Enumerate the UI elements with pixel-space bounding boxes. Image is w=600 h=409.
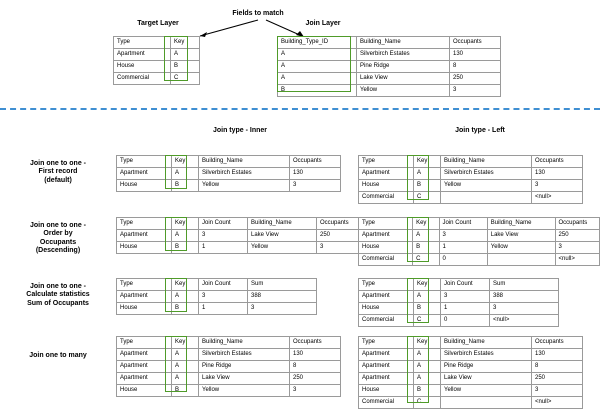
table-row xyxy=(359,180,583,192)
cell-type: Apartment xyxy=(359,168,414,180)
table-inner-many xyxy=(116,336,341,397)
col-key: Key xyxy=(414,279,441,291)
cell-key: A xyxy=(414,291,441,303)
cell-type: House xyxy=(117,242,172,254)
table-inner-first xyxy=(116,155,341,192)
cell-key: C xyxy=(414,192,441,204)
cell-key: A xyxy=(172,291,199,303)
col-key: Key xyxy=(172,156,199,168)
col-join-count: Join Count xyxy=(439,218,487,230)
cell-join-count: 1 xyxy=(199,303,248,315)
table-row xyxy=(278,73,501,85)
cell-building-name: Silverbirch Estates xyxy=(357,49,450,61)
table-row xyxy=(114,49,200,61)
col-type: Type xyxy=(359,156,414,168)
cell-occupants: 250 xyxy=(555,230,599,242)
cell-building-type-id: A xyxy=(278,73,357,85)
cell-key: B xyxy=(172,303,199,315)
col-key: Key xyxy=(414,337,441,349)
cell-join-count: 3 xyxy=(199,291,248,303)
cell-building-name xyxy=(487,254,555,266)
cell-sum: <null> xyxy=(490,315,559,327)
table-row xyxy=(359,361,583,373)
table-left-stats-wrapper xyxy=(358,278,559,327)
table-left-stats xyxy=(358,278,559,327)
table-inner-order-wrapper xyxy=(116,217,362,254)
cell-key: A xyxy=(414,349,441,361)
table-header-row xyxy=(117,156,341,168)
col-sum: Sum xyxy=(248,279,317,291)
col-type: Type xyxy=(117,218,172,230)
table-row xyxy=(117,385,341,397)
table-inner-many-wrapper xyxy=(116,336,341,397)
cell-occupants: <null> xyxy=(555,254,599,266)
cell-building-name: Silverbirch Estates xyxy=(199,168,290,180)
cell-type: Commercial xyxy=(359,192,414,204)
table-row xyxy=(117,303,317,315)
cell-type: House xyxy=(114,61,171,73)
table-row xyxy=(117,361,341,373)
cell-occupants: 250 xyxy=(290,373,341,385)
cell-building-name: Yellow xyxy=(487,242,555,254)
cell-building-name: Pine Ridge xyxy=(199,361,290,373)
table-header-row xyxy=(117,279,317,291)
cell-type: House xyxy=(359,242,413,254)
col-key: Key xyxy=(172,279,199,291)
cell-type: House xyxy=(117,303,172,315)
cell-building-name: Yellow xyxy=(199,180,290,192)
cell-occupants: 3 xyxy=(532,180,583,192)
table-row xyxy=(117,242,362,254)
cell-occupants: 3 xyxy=(290,385,341,397)
col-key: Key xyxy=(171,37,200,49)
cell-key: B xyxy=(414,180,441,192)
col-building-name: Building_Name xyxy=(441,337,532,349)
label-join-layer: Join Layer xyxy=(305,20,341,27)
cell-join-count: 1 xyxy=(441,303,490,315)
table-inner-first-wrapper xyxy=(116,155,341,192)
cell-occupants: 250 xyxy=(317,230,362,242)
cell-type: Apartment xyxy=(359,230,413,242)
col-sum: Sum xyxy=(490,279,559,291)
col-building-name: Building_Name xyxy=(441,156,532,168)
table-row xyxy=(117,291,317,303)
table-row xyxy=(359,291,559,303)
table-row xyxy=(117,230,362,242)
cell-key: A xyxy=(172,373,199,385)
table-row xyxy=(278,49,501,61)
cell-occupants: 130 xyxy=(450,49,501,61)
cell-sum: 3 xyxy=(248,303,317,315)
cell-sum: 3 xyxy=(490,303,559,315)
fields-to-match-arrows xyxy=(180,18,320,38)
cell-building-name: Silverbirch Estates xyxy=(441,168,532,180)
cell-occupants: 8 xyxy=(290,361,341,373)
cell-key: A xyxy=(414,373,441,385)
cell-occupants: 3 xyxy=(290,180,341,192)
cell-building-name: Lake View xyxy=(357,73,450,85)
cell-type: House xyxy=(359,180,414,192)
cell-type: Apartment xyxy=(117,168,172,180)
cell-type: Apartment xyxy=(117,373,172,385)
cell-building-type-id: B xyxy=(278,85,357,97)
cell-join-count: 1 xyxy=(199,242,248,254)
col-key: Key xyxy=(414,156,441,168)
cell-join-count: 3 xyxy=(439,230,487,242)
cell-type: Apartment xyxy=(359,349,414,361)
col-occupants: Occupants xyxy=(532,337,583,349)
col-join-count: Join Count xyxy=(441,279,490,291)
col-type: Type xyxy=(117,279,172,291)
row-label-first-record: Join one to one - First record (default) xyxy=(30,160,86,184)
cell-occupants: 130 xyxy=(290,349,341,361)
cell-occupants: 3 xyxy=(317,242,362,254)
table-header-row xyxy=(278,37,501,49)
section-divider xyxy=(0,108,600,110)
col-join-count: Join Count xyxy=(199,279,248,291)
row-label-calculate-statistics: Join one to one - Calculate statistics Sum of Occupants xyxy=(26,283,90,307)
cell-occupants: 250 xyxy=(450,73,501,85)
table-row xyxy=(359,168,583,180)
cell-building-name xyxy=(441,192,532,204)
table-header-row xyxy=(359,218,600,230)
label-fields-to-match: Fields to match xyxy=(232,10,284,17)
col-building-name: Building_Name xyxy=(199,156,290,168)
table-left-first xyxy=(358,155,583,204)
table-row xyxy=(359,349,583,361)
table-header-row xyxy=(359,337,583,349)
table-row xyxy=(114,73,200,85)
cell-occupants: 130 xyxy=(290,168,341,180)
cell-occupants: 3 xyxy=(532,385,583,397)
cell-key: A xyxy=(172,349,199,361)
cell-key: A xyxy=(172,168,199,180)
cell-key: A xyxy=(414,168,441,180)
cell-sum: 388 xyxy=(248,291,317,303)
cell-type: Commercial xyxy=(359,397,414,409)
label-join-type-left: Join type - Left xyxy=(455,127,505,134)
cell-key: A xyxy=(413,230,439,242)
cell-building-name: Yellow xyxy=(199,385,290,397)
table-header-row xyxy=(359,279,559,291)
col-occupants: Occupants xyxy=(532,156,583,168)
cell-sum: 388 xyxy=(490,291,559,303)
table-row xyxy=(117,168,341,180)
cell-building-name: Pine Ridge xyxy=(441,361,532,373)
col-type: Type xyxy=(117,337,172,349)
cell-type: Apartment xyxy=(359,361,414,373)
cell-type: Commercial xyxy=(359,315,414,327)
col-building-name: Building_Name xyxy=(199,337,290,349)
table-row xyxy=(117,180,341,192)
table-target-layer xyxy=(113,36,200,85)
cell-occupants: 8 xyxy=(450,61,501,73)
cell-type: Apartment xyxy=(359,373,414,385)
col-occupants: Occupants xyxy=(450,37,501,49)
cell-building-name: Silverbirch Estates xyxy=(199,349,290,361)
cell-type: Apartment xyxy=(117,291,172,303)
cell-key: C xyxy=(171,73,200,85)
cell-join-count: 0 xyxy=(441,315,490,327)
col-type: Type xyxy=(359,218,413,230)
table-row xyxy=(359,192,583,204)
cell-key: C xyxy=(414,397,441,409)
table-row xyxy=(114,61,200,73)
cell-key: B xyxy=(413,242,439,254)
cell-key: B xyxy=(172,180,199,192)
cell-building-name: Yellow xyxy=(357,85,450,97)
cell-occupants: 130 xyxy=(532,168,583,180)
table-inner-stats xyxy=(116,278,317,315)
table-header-row xyxy=(114,37,200,49)
cell-occupants: <null> xyxy=(532,397,583,409)
row-label-join-one-to-many: Join one to many xyxy=(29,352,87,359)
cell-occupants: 3 xyxy=(555,242,599,254)
table-join-layer-wrapper xyxy=(277,36,501,97)
cell-join-count: 1 xyxy=(439,242,487,254)
table-header-row xyxy=(359,156,583,168)
cell-key: B xyxy=(414,385,441,397)
cell-join-count: 0 xyxy=(439,254,487,266)
table-left-order-wrapper xyxy=(358,217,600,266)
col-building-name: Building_Name xyxy=(487,218,555,230)
cell-building-type-id: A xyxy=(278,61,357,73)
table-row xyxy=(117,373,341,385)
cell-building-name: Yellow xyxy=(248,242,317,254)
table-row xyxy=(359,254,600,266)
cell-occupants: 130 xyxy=(532,349,583,361)
cell-key: A xyxy=(172,361,199,373)
table-row xyxy=(117,349,341,361)
cell-building-type-id: A xyxy=(278,49,357,61)
cell-key: B xyxy=(414,303,441,315)
col-type: Type xyxy=(359,279,414,291)
table-row xyxy=(359,385,583,397)
col-type: Type xyxy=(117,156,172,168)
table-header-row xyxy=(117,337,341,349)
col-key: Key xyxy=(172,218,199,230)
cell-key: A xyxy=(172,230,199,242)
cell-type: Apartment xyxy=(117,349,172,361)
cell-building-name xyxy=(441,397,532,409)
cell-building-name: Lake View xyxy=(487,230,555,242)
label-target-layer: Target Layer xyxy=(137,20,179,27)
table-row xyxy=(359,373,583,385)
col-occupants: Occupants xyxy=(290,156,341,168)
table-row xyxy=(359,242,600,254)
cell-type: Commercial xyxy=(359,254,413,266)
cell-type: Apartment xyxy=(114,49,171,61)
cell-building-name: Silverbirch Estates xyxy=(441,349,532,361)
col-type: Type xyxy=(359,337,414,349)
table-row xyxy=(278,61,501,73)
cell-type: House xyxy=(117,180,172,192)
cell-key: B xyxy=(172,242,199,254)
cell-type: Apartment xyxy=(117,361,172,373)
table-row xyxy=(359,303,559,315)
table-row xyxy=(278,85,501,97)
table-row xyxy=(359,397,583,409)
cell-building-name: Lake View xyxy=(199,373,290,385)
col-building-name: Building_Name xyxy=(357,37,450,49)
cell-occupants: 8 xyxy=(532,361,583,373)
cell-key: A xyxy=(414,361,441,373)
cell-type: House xyxy=(117,385,172,397)
table-row xyxy=(359,315,559,327)
table-target-layer-wrapper xyxy=(113,36,200,85)
cell-key: B xyxy=(171,61,200,73)
cell-type: House xyxy=(359,303,414,315)
table-join-layer xyxy=(277,36,501,97)
label-join-type-inner: Join type - Inner xyxy=(212,127,268,134)
cell-key: B xyxy=(172,385,199,397)
cell-occupants: 3 xyxy=(450,85,501,97)
row-label-order-by-occupants: Join one to one - Order by Occupants (Descending) xyxy=(30,222,86,255)
table-inner-order xyxy=(116,217,362,254)
col-join-count: Join Count xyxy=(199,218,248,230)
col-building-name: Building_Name xyxy=(248,218,317,230)
table-left-first-wrapper xyxy=(358,155,583,204)
cell-join-count: 3 xyxy=(441,291,490,303)
cell-key: C xyxy=(414,315,441,327)
col-occupants: Occupants xyxy=(317,218,362,230)
col-key: Key xyxy=(172,337,199,349)
table-row xyxy=(359,230,600,242)
table-left-order xyxy=(358,217,600,266)
cell-type: Commercial xyxy=(114,73,171,85)
table-header-row xyxy=(117,218,362,230)
col-occupants: Occupants xyxy=(555,218,599,230)
cell-building-name: Lake View xyxy=(441,373,532,385)
col-building-type-id: Building_Type_ID xyxy=(278,37,357,49)
cell-type: Apartment xyxy=(359,291,414,303)
table-left-many xyxy=(358,336,583,409)
cell-key: C xyxy=(413,254,439,266)
cell-building-name: Yellow xyxy=(441,385,532,397)
col-occupants: Occupants xyxy=(290,337,341,349)
col-key: Key xyxy=(413,218,439,230)
cell-building-name: Yellow xyxy=(441,180,532,192)
cell-type: House xyxy=(359,385,414,397)
cell-building-name: Lake View xyxy=(248,230,317,242)
cell-key: A xyxy=(171,49,200,61)
cell-building-name: Pine Ridge xyxy=(357,61,450,73)
cell-occupants: <null> xyxy=(532,192,583,204)
table-left-many-wrapper xyxy=(358,336,583,409)
cell-join-count: 3 xyxy=(199,230,248,242)
cell-occupants: 250 xyxy=(532,373,583,385)
table-inner-stats-wrapper xyxy=(116,278,317,315)
col-type: Type xyxy=(114,37,171,49)
cell-type: Apartment xyxy=(117,230,172,242)
